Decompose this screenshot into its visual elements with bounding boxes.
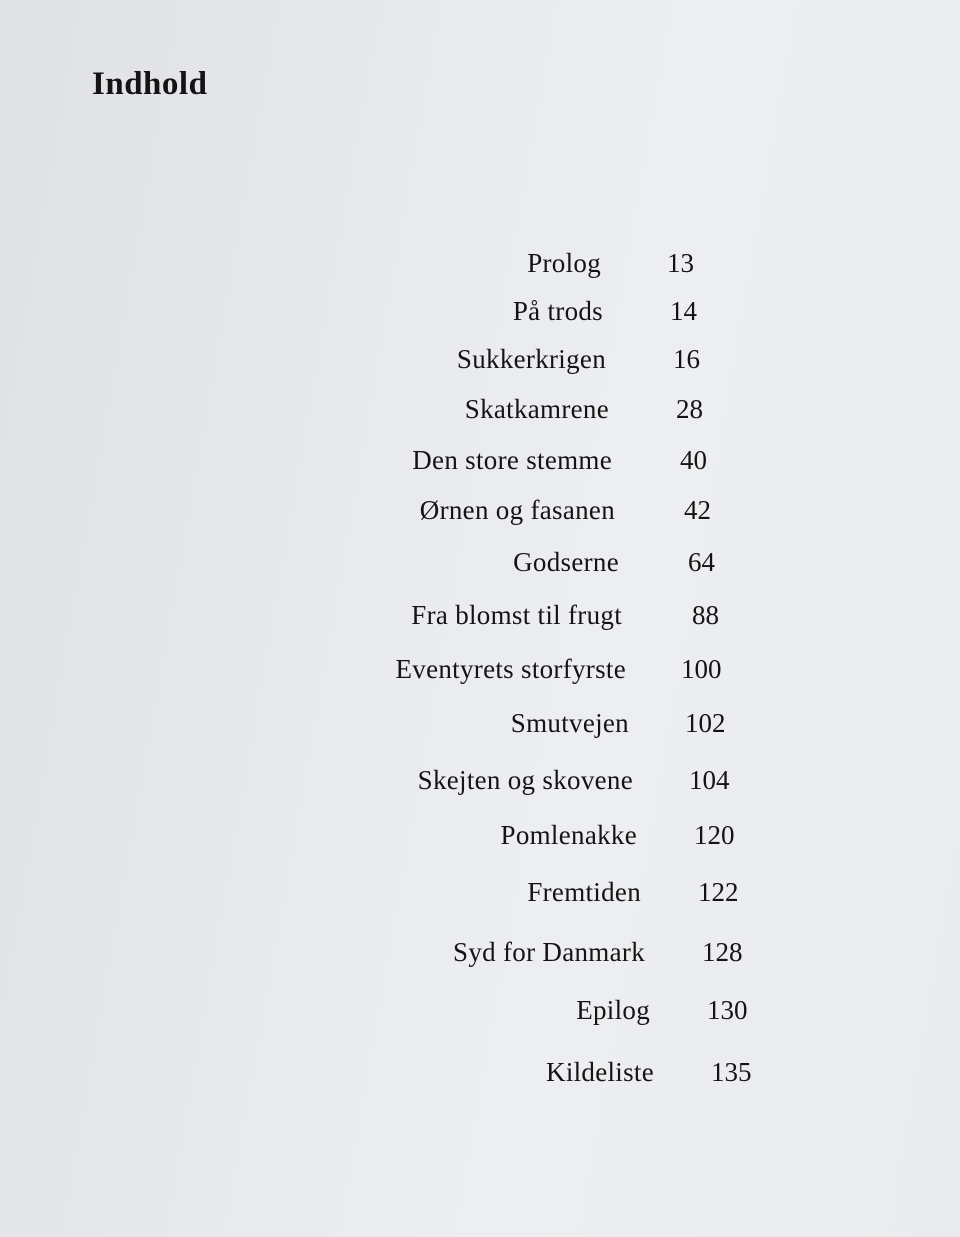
toc-entry-page: 13 [667,248,694,278]
toc-entry-title: Godserne [513,547,619,577]
page-title: Indhold [92,66,208,102]
toc-entry-title: Skatkamrene [464,394,609,424]
toc-entry-page: 64 [688,547,715,577]
toc-entry-title: Smutvejen [510,708,629,738]
toc-entry-page: 102 [685,708,726,738]
toc-entry-page: 104 [689,765,730,795]
toc-entry-page: 40 [680,445,707,475]
toc-entry-title: Epilog [576,995,650,1025]
toc-entry-page: 128 [702,937,743,967]
toc-entry-page: 122 [698,877,739,907]
toc-entry-title: Fra blomst til frugt [411,600,622,630]
toc-entry-title: Ørnen og fasanen [419,495,615,525]
toc-entry-page: 14 [670,296,697,326]
toc-entry-title: Pomlenakke [500,820,637,850]
toc-entry-title: Fremtiden [527,877,641,907]
toc-entry-page: 16 [673,344,700,374]
toc-entry-page: 130 [707,995,748,1025]
toc-entry-title: Sukkerkrigen [456,344,606,374]
toc-entry-page: 135 [711,1057,752,1087]
toc-entry-title: På trods [512,296,603,326]
toc-entry-title: Prolog [527,248,601,278]
toc-entry-title: Kildeliste [546,1057,654,1087]
toc-entry-title: Skejten og skovene [417,765,633,795]
toc-entry-page: 42 [684,495,711,525]
toc-entry-page: 120 [694,820,735,850]
toc-entry-page: 88 [692,600,719,630]
toc-entry-title: Den store stemme [412,445,612,475]
toc-entry-title: Eventyrets storfyrste [395,654,626,684]
toc-entry-title: Syd for Danmark [453,937,645,967]
toc-entry-page: 100 [681,654,722,684]
toc-entry-page: 28 [676,394,703,424]
